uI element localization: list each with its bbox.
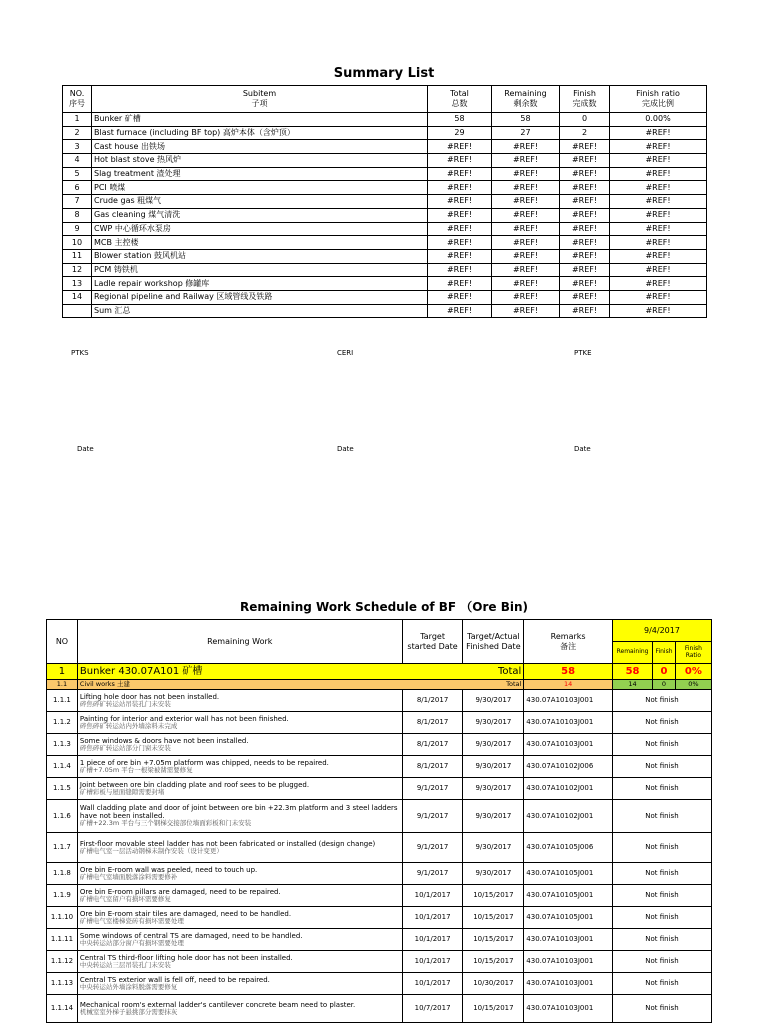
- header-finish-label: Finish: [573, 88, 596, 98]
- rw-cell-remark: 430.07A10102J001: [524, 800, 613, 833]
- cell-no: [63, 304, 92, 318]
- cell-subitem: Sum 汇总: [92, 304, 428, 318]
- rw-cell-status: Not finish: [612, 756, 711, 778]
- cell-remaining: #REF!: [492, 222, 560, 236]
- header-total-cn: 总数: [451, 99, 468, 108]
- cell-remaining: #REF!: [492, 304, 560, 318]
- cell-total: #REF!: [428, 290, 492, 304]
- rw-header-target-start: Target started Date: [402, 620, 463, 664]
- rw-cell-no: 1.1.8: [47, 863, 78, 885]
- cell-no: 5: [63, 167, 92, 181]
- rw-cell-remark: 430.07A10105J006: [524, 833, 613, 863]
- rw-cell-start: 10/1/2017: [402, 973, 463, 995]
- cell-no: 4: [63, 154, 92, 168]
- cell-finish: #REF!: [560, 154, 610, 168]
- rw-row: [47, 885, 712, 907]
- rw-header-row-1: [47, 620, 712, 642]
- cell-subitem: Slag treatment 渣处理: [92, 167, 428, 181]
- cell-subitem: Gas cleaning 煤气清洗: [92, 208, 428, 222]
- rw-section-row: [47, 664, 712, 680]
- summary-row: [63, 167, 707, 181]
- rw-subsection-row: [47, 680, 712, 690]
- rw-section-title: Bunker 430.07A101 矿槽: [79, 665, 203, 677]
- rw-cell-no: 1.1.5: [47, 778, 78, 800]
- rw-row: [47, 929, 712, 951]
- rw-cell-remark: 430.07A10103J001: [524, 712, 613, 734]
- cell-no: 12: [63, 263, 92, 277]
- rw-row: [47, 778, 712, 800]
- cell-total: #REF!: [428, 249, 492, 263]
- rw-row: [47, 734, 712, 756]
- cell-total: 29: [428, 126, 492, 140]
- cell-no: 11: [63, 249, 92, 263]
- cell-subitem: MCB 主控楼: [92, 236, 428, 250]
- rw-cell-start: 10/1/2017: [402, 907, 463, 929]
- cell-ratio: #REF!: [610, 208, 707, 222]
- cell-total: #REF!: [428, 263, 492, 277]
- rw-work-cn: 矿槽+7.05m 平台一根梁被凿需要修复: [79, 765, 193, 774]
- summary-row: [63, 126, 707, 140]
- rw-cell-start: 8/1/2017: [402, 712, 463, 734]
- rw-cell-start: 8/1/2017: [402, 756, 463, 778]
- rw-cell-remark: 430.07A10105J001: [524, 863, 613, 885]
- header-ratio: [610, 86, 707, 113]
- cell-no: 10: [63, 236, 92, 250]
- cell-remaining: 27: [492, 126, 560, 140]
- rw-cell-status: Not finish: [612, 734, 711, 756]
- rw-header-remaining: Remaining: [612, 642, 652, 664]
- cell-remaining: #REF!: [492, 167, 560, 181]
- rw-work-en: Ore bin E-room stair tiles are damaged, need to be handled.: [79, 909, 292, 918]
- cell-finish: #REF!: [560, 222, 610, 236]
- rw-cell-remark: 430.07A10103J001: [524, 951, 613, 973]
- cell-ratio: #REF!: [610, 249, 707, 263]
- rw-cell-finish-date: 10/15/2017: [463, 951, 524, 973]
- remaining-work-title: Remaining Work Schedule of BF （Ore Bin): [239, 600, 529, 614]
- rw-work-cn: 矿槽电气室楼梯瓷砖有损坏需要处理: [79, 916, 184, 925]
- rw-cell-start: 10/7/2017: [402, 995, 463, 1023]
- rw-section-no: 1: [47, 664, 78, 680]
- cell-finish: #REF!: [560, 236, 610, 250]
- header-subitem: [92, 86, 428, 113]
- rw-cell-start: 8/1/2017: [402, 734, 463, 756]
- rw-section-remaining: 58: [612, 664, 652, 680]
- rw-cell-no: 1.1.11: [47, 929, 78, 951]
- cell-no: 6: [63, 181, 92, 195]
- rw-subsection-finish: 0: [653, 680, 676, 690]
- header-finish: [560, 86, 610, 113]
- rw-cell-status: Not finish: [612, 863, 711, 885]
- rw-cell-finish-date: 10/15/2017: [463, 885, 524, 907]
- rw-cell-no: 1.1.13: [47, 973, 78, 995]
- cell-finish: #REF!: [560, 304, 610, 318]
- header-remaining: [492, 86, 560, 113]
- rw-header-remarks-cn: 备注: [560, 641, 577, 651]
- cell-finish: #REF!: [560, 277, 610, 291]
- rw-cell-status: Not finish: [612, 690, 711, 712]
- summary-sum-row: [63, 304, 707, 318]
- cell-finish: #REF!: [560, 249, 610, 263]
- cell-subitem: Hot blast stove 热风炉: [92, 154, 428, 168]
- rw-cell-status: Not finish: [612, 973, 711, 995]
- cell-ratio: #REF!: [610, 290, 707, 304]
- rw-header-remarks-label: Remarks: [550, 632, 586, 642]
- rw-cell-no: 1.1.4: [47, 756, 78, 778]
- summary-row: [63, 263, 707, 277]
- summary-row: [63, 277, 707, 291]
- signature-date-ceri: Date: [337, 445, 354, 453]
- rw-work-cn: 碎焦碎矿转运站部分门窗未安装: [79, 743, 171, 752]
- summary-row: [63, 181, 707, 195]
- rw-header-finish: Finish: [653, 642, 676, 664]
- cell-total: #REF!: [428, 167, 492, 181]
- rw-work-cn: 中央转运站三层吊装孔门未安装: [79, 960, 171, 969]
- header-ratio-label: Finish ratio: [636, 88, 680, 98]
- rw-cell-finish-date: 9/30/2017: [463, 800, 524, 833]
- cell-remaining: #REF!: [492, 290, 560, 304]
- rw-cell-work: [77, 690, 402, 712]
- cell-remaining: #REF!: [492, 236, 560, 250]
- cell-no: 7: [63, 195, 92, 209]
- rw-row: [47, 973, 712, 995]
- summary-row: [63, 249, 707, 263]
- rw-cell-work: [77, 907, 402, 929]
- rw-cell-no: 1.1.7: [47, 833, 78, 863]
- rw-cell-remark: 430.07A10102J006: [524, 756, 613, 778]
- rw-cell-work: [77, 756, 402, 778]
- rw-cell-no: 1.1.2: [47, 712, 78, 734]
- rw-cell-status: Not finish: [612, 951, 711, 973]
- cell-ratio: #REF!: [610, 222, 707, 236]
- cell-remaining: #REF!: [492, 140, 560, 154]
- rw-work-cn: 矿槽电气室一层活动钢梯未制作安装（设计变更）: [79, 846, 223, 855]
- rw-subsection-total-label: Total: [506, 679, 522, 688]
- rw-work-en: 1 piece of ore bin +7.05m platform was chipped, needs to be repaired.: [79, 758, 329, 767]
- cell-subitem: Crude gas 粗煤气: [92, 195, 428, 209]
- rw-cell-remark: 430.07A10103J001: [524, 995, 613, 1023]
- rw-work-cn: 矿槽+22.3m 平台与三个钢梯交接部位墙面彩板和门未安装: [79, 819, 252, 828]
- cell-subitem: Regional pipeline and Railway 区域管线及铁路: [92, 290, 428, 304]
- cell-subitem: Cast house 出铁场: [92, 140, 428, 154]
- summary-row: [63, 140, 707, 154]
- summary-row: [63, 195, 707, 209]
- rw-cell-finish-date: 9/30/2017: [463, 712, 524, 734]
- rw-cell-remark: 430.07A10105J001: [524, 885, 613, 907]
- cell-no: 2: [63, 126, 92, 140]
- header-remaining-cn: 剩余数: [513, 99, 538, 108]
- rw-header-target-finish: Target/Actual Finished Date: [463, 620, 524, 664]
- cell-finish: #REF!: [560, 290, 610, 304]
- rw-cell-work: [77, 800, 402, 833]
- cell-remaining: #REF!: [492, 181, 560, 195]
- rw-work-cn: 中央转运站部分窗户有损坏需要处理: [79, 938, 184, 947]
- cell-finish: #REF!: [560, 140, 610, 154]
- cell-ratio: #REF!: [610, 181, 707, 195]
- rw-cell-start: 9/1/2017: [402, 778, 463, 800]
- rw-cell-no: 1.1.3: [47, 734, 78, 756]
- cell-ratio: #REF!: [610, 126, 707, 140]
- rw-row: [47, 756, 712, 778]
- rw-work-cn: 机械室室外梯子悬挑部分需要抹灰: [79, 1007, 178, 1016]
- rw-cell-work: [77, 778, 402, 800]
- rw-work-en: Ore bin E-room pillars are damaged, need to be repaired.: [79, 887, 281, 896]
- rw-work-cn: 中央转运站外墙涂料脱落需要修复: [79, 982, 178, 991]
- summary-table: [62, 85, 707, 318]
- header-remaining-label: Remaining: [504, 88, 547, 98]
- cell-remaining: 58: [492, 113, 560, 127]
- rw-cell-no: 1.1.1: [47, 690, 78, 712]
- cell-subitem: Blower station 鼓风机站: [92, 249, 428, 263]
- rw-row: [47, 995, 712, 1023]
- rw-cell-status: Not finish: [612, 833, 711, 863]
- rw-work-en: Ore bin E-room wall was peeled, need to touch up.: [79, 865, 258, 874]
- rw-work-en: First-floor movable steel ladder has not been fabricated or installed (design change): [79, 839, 376, 848]
- rw-cell-finish-date: 9/30/2017: [463, 734, 524, 756]
- rw-work-en: Joint between ore bin cladding plate and roof sees to be plugged.: [79, 780, 310, 789]
- rw-header-date: 9/4/2017: [612, 620, 711, 642]
- header-subitem-label: Subitem: [242, 88, 277, 98]
- rw-cell-status: Not finish: [612, 712, 711, 734]
- cell-total: #REF!: [428, 304, 492, 318]
- cell-ratio: #REF!: [610, 154, 707, 168]
- signature-ceri: CERI: [337, 349, 354, 357]
- cell-finish: #REF!: [560, 263, 610, 277]
- rw-row: [47, 951, 712, 973]
- summary-row: [63, 236, 707, 250]
- cell-ratio: #REF!: [610, 140, 707, 154]
- rw-cell-remark: 430.07A10103J001: [524, 734, 613, 756]
- rw-work-en: Central TS exterior wall is fell off, need to be repaired.: [79, 975, 270, 984]
- rw-cell-work: [77, 973, 402, 995]
- header-total: [428, 86, 492, 113]
- cell-total: #REF!: [428, 154, 492, 168]
- cell-ratio: #REF!: [610, 236, 707, 250]
- rw-cell-no: 1.1.10: [47, 907, 78, 929]
- cell-finish: #REF!: [560, 181, 610, 195]
- rw-cell-finish-date: 9/30/2017: [463, 778, 524, 800]
- rw-cell-work: [77, 995, 402, 1023]
- rw-subsection-title: Civil works 土建: [79, 679, 130, 688]
- rw-cell-remark: 430.07A10103J001: [524, 929, 613, 951]
- cell-remaining: #REF!: [492, 208, 560, 222]
- rw-cell-work: [77, 885, 402, 907]
- rw-cell-finish-date: 10/15/2017: [463, 907, 524, 929]
- cell-finish: 0: [560, 113, 610, 127]
- cell-remaining: #REF!: [492, 263, 560, 277]
- signature-ptke: PTKE: [574, 349, 592, 357]
- rw-cell-finish-date: 9/30/2017: [463, 690, 524, 712]
- cell-remaining: #REF!: [492, 195, 560, 209]
- header-subitem-cn: 子项: [251, 99, 268, 108]
- rw-work-cn: 矿槽电气室墙面脱落涂料需要修补: [79, 872, 178, 881]
- cell-no: 13: [63, 277, 92, 291]
- cell-ratio: #REF!: [610, 277, 707, 291]
- rw-cell-no: 1.1.6: [47, 800, 78, 833]
- cell-no: 3: [63, 140, 92, 154]
- rw-row: [47, 800, 712, 833]
- rw-section-finish: 0: [653, 664, 676, 680]
- rw-work-cn: 矿槽电气室留户有损坏需要修复: [79, 894, 171, 903]
- rw-cell-work: [77, 833, 402, 863]
- rw-header-no: NO: [47, 620, 78, 664]
- cell-remaining: #REF!: [492, 249, 560, 263]
- cell-finish: #REF!: [560, 208, 610, 222]
- rw-cell-start: 10/1/2017: [402, 929, 463, 951]
- cell-total: 58: [428, 113, 492, 127]
- rw-cell-no: 1.1.14: [47, 995, 78, 1023]
- cell-no: 1: [63, 113, 92, 127]
- rw-cell-start: 10/1/2017: [402, 885, 463, 907]
- signature-date-ptke: Date: [574, 445, 591, 453]
- summary-row: [63, 113, 707, 127]
- rw-row: [47, 690, 712, 712]
- rw-work-cn: 碎焦碎矿转运站吊装孔门未安装: [79, 699, 171, 708]
- cell-subitem: PCI 喷煤: [92, 181, 428, 195]
- cell-total: #REF!: [428, 208, 492, 222]
- cell-subitem: Bunker 矿槽: [92, 113, 428, 127]
- rw-cell-finish-date: 10/15/2017: [463, 995, 524, 1023]
- summary-row: [63, 222, 707, 236]
- rw-work-cn: 碎焦碎矿转运站内外墙涂料未完成: [79, 721, 178, 730]
- cell-finish: #REF!: [560, 195, 610, 209]
- header-no: [63, 86, 92, 113]
- cell-subitem: Blast furnace (including BF top) 高炉本体（含炉顶）: [92, 126, 428, 140]
- rw-work-en: Lifting hole door has not been installed.: [79, 692, 220, 701]
- cell-subitem: PCM 铸铁机: [92, 263, 428, 277]
- header-no-label: NO.: [69, 88, 85, 98]
- rw-cell-work: [77, 929, 402, 951]
- cell-remaining: #REF!: [492, 154, 560, 168]
- rw-work-en: Central TS third-floor lifting hole door has not been installed.: [79, 953, 293, 962]
- cell-remaining: #REF!: [492, 277, 560, 291]
- rw-cell-finish-date: 9/30/2017: [463, 833, 524, 863]
- rw-subsection-ratio: 0%: [675, 680, 711, 690]
- cell-finish: #REF!: [560, 167, 610, 181]
- cell-total: #REF!: [428, 277, 492, 291]
- cell-subitem: CWP 中心循环水泵房: [92, 222, 428, 236]
- rw-section-total: 58: [524, 664, 613, 680]
- rw-cell-finish-date: 10/30/2017: [463, 973, 524, 995]
- rw-work-cn: 矿槽彩板与屋面缝隙需要封堵: [79, 787, 165, 796]
- summary-row: [63, 290, 707, 304]
- rw-cell-status: Not finish: [612, 995, 711, 1023]
- summary-row: [63, 208, 707, 222]
- rw-cell-start: 9/1/2017: [402, 833, 463, 863]
- rw-cell-finish-date: 9/30/2017: [463, 863, 524, 885]
- cell-no: 8: [63, 208, 92, 222]
- rw-work-en: Some windows & doors have not been installed.: [79, 736, 249, 745]
- rw-section-ratio: 0%: [675, 664, 711, 680]
- rw-row: [47, 907, 712, 929]
- rw-subsection-name: [77, 680, 523, 690]
- rw-section-name: [77, 664, 523, 680]
- cell-no: 9: [63, 222, 92, 236]
- cell-finish: 2: [560, 126, 610, 140]
- cell-total: #REF!: [428, 236, 492, 250]
- rw-cell-work: [77, 863, 402, 885]
- rw-cell-status: Not finish: [612, 907, 711, 929]
- rw-work-en: Some windows of central TS are damaged, need to be handled.: [79, 931, 303, 940]
- rw-subsection-remaining: 14: [612, 680, 652, 690]
- rw-subsection-no: 1.1: [47, 680, 78, 690]
- rw-header-work: Remaining Work: [77, 620, 402, 664]
- rw-row: [47, 712, 712, 734]
- rw-cell-start: 9/1/2017: [402, 863, 463, 885]
- rw-cell-start: 8/1/2017: [402, 690, 463, 712]
- cell-ratio: #REF!: [610, 263, 707, 277]
- cell-total: #REF!: [428, 222, 492, 236]
- rw-cell-remark: 430.07A10103J001: [524, 690, 613, 712]
- cell-subitem: Ladle repair workshop 修罐库: [92, 277, 428, 291]
- cell-total: #REF!: [428, 140, 492, 154]
- rw-row: [47, 863, 712, 885]
- rw-cell-remark: 430.07A10103J001: [524, 973, 613, 995]
- rw-cell-work: [77, 951, 402, 973]
- cell-ratio: 0.00%: [610, 113, 707, 127]
- signature-ptks: PTKS: [71, 349, 89, 357]
- rw-cell-finish-date: 10/15/2017: [463, 929, 524, 951]
- summary-header-row: [63, 86, 707, 113]
- cell-ratio: #REF!: [610, 304, 707, 318]
- header-ratio-cn: 完成比例: [642, 99, 674, 108]
- rw-cell-work: [77, 712, 402, 734]
- rw-cell-remark: 430.07A10102J001: [524, 778, 613, 800]
- cell-ratio: #REF!: [610, 167, 707, 181]
- signature-date-ptks: Date: [77, 445, 94, 453]
- rw-cell-status: Not finish: [612, 800, 711, 833]
- rw-work-en: Mechanical room's external ladder's cantilever concrete beam need to plaster.: [79, 1000, 356, 1009]
- cell-no: 14: [63, 290, 92, 304]
- rw-cell-start: 10/1/2017: [402, 951, 463, 973]
- summary-title: Summary List: [333, 66, 435, 81]
- header-total-label: Total: [450, 88, 469, 98]
- rw-cell-no: 1.1.9: [47, 885, 78, 907]
- remaining-work-table: [46, 619, 712, 1023]
- rw-cell-work: [77, 734, 402, 756]
- rw-cell-status: Not finish: [612, 885, 711, 907]
- rw-cell-remark: 430.07A10105J001: [524, 907, 613, 929]
- cell-total: #REF!: [428, 195, 492, 209]
- rw-work-en: Painting for interior and exterior wall has not been finished.: [79, 714, 289, 723]
- cell-ratio: #REF!: [610, 195, 707, 209]
- rw-cell-status: Not finish: [612, 929, 711, 951]
- rw-header-finish-ratio: Finish Ratio: [675, 642, 711, 664]
- summary-row: [63, 154, 707, 168]
- rw-cell-no: 1.1.12: [47, 951, 78, 973]
- header-no-cn: 序号: [69, 99, 85, 108]
- header-finish-cn: 完成数: [572, 99, 597, 108]
- rw-cell-finish-date: 9/30/2017: [463, 756, 524, 778]
- rw-cell-status: Not finish: [612, 778, 711, 800]
- rw-work-en: Wall cladding plate and door of joint between ore bin +22.3m platform and 3 steel ladders have not been installed.: [79, 804, 398, 821]
- rw-section-total-label: Total: [497, 665, 522, 677]
- rw-cell-start: 9/1/2017: [402, 800, 463, 833]
- cell-total: #REF!: [428, 181, 492, 195]
- rw-row: [47, 833, 712, 863]
- rw-header-remarks: [524, 620, 613, 664]
- rw-subsection-total: 14: [524, 680, 613, 690]
